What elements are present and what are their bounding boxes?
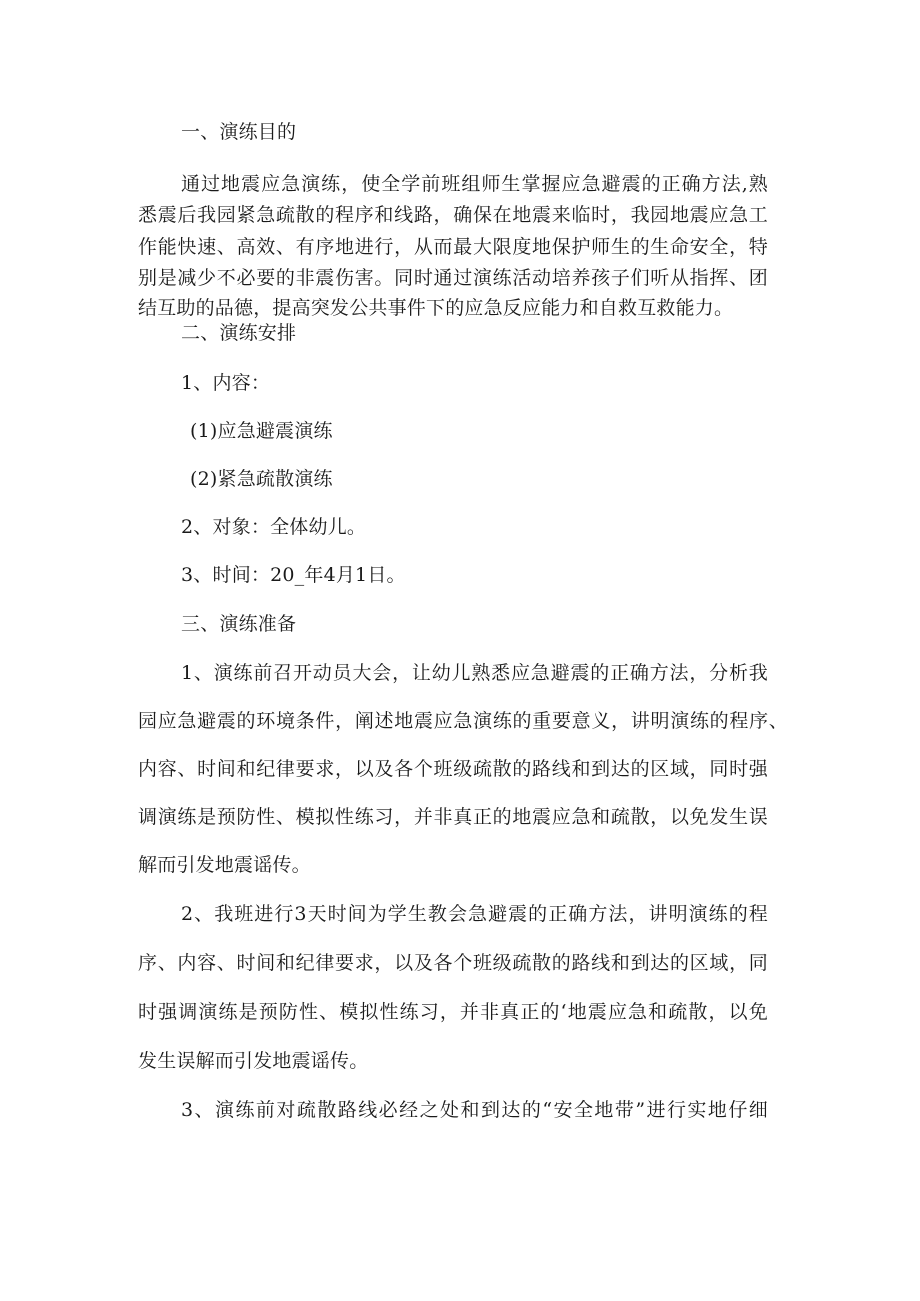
section-heading: 二、演练安排 [181, 322, 297, 344]
paragraph-line: 结互助的品德，提高突发公共事件下的应急反应能力和自救互救能力。 [138, 297, 734, 319]
paragraph-line: 序、内容、时间和纪律要求，以及各个班级疏散的路线和到达的区域，同 [138, 952, 768, 974]
paragraph-line: 悉震后我园紧急疏散的程序和线路，确保在地震来临时，我园地震应急工 [138, 204, 768, 226]
paragraph-line: 作能快速、高效、有序地进行，从而最大限度地保护师生的生命安全，特 [138, 236, 768, 258]
paragraph-line: 2、我班进行3天时间为学生教会急避震的正确方法，讲明演练的程 [181, 903, 768, 925]
paragraph-line: 别是减少不必要的非震伤害。同时通过演练活动培养孩子们听从指挥、团 [138, 267, 768, 289]
list-item: (2)紧急疏散演练 [190, 468, 333, 490]
paragraph-line: 解而引发地震谣传。 [138, 854, 311, 876]
paragraph-line: 1、演练前召开动员大会，让幼儿熟悉应急避震的正确方法，分析我 [181, 662, 768, 684]
list-item: 2、对象：全体幼儿。 [181, 516, 367, 538]
list-item: (1)应急避震演练 [190, 420, 333, 442]
list-label: 1、内容： [181, 372, 271, 394]
paragraph-line: 3、演练前对疏散路线必经之处和到达的“安全地带”进行实地仔细 [181, 1099, 768, 1121]
paragraph-line: 调演练是预防性、模拟性练习，并非真正的地震应急和疏散，以免发生误 [138, 806, 768, 828]
paragraph-line: 时强调演练是预防性、模拟性练习，并非真正的‘地震应急和疏散，以免 [138, 1001, 768, 1023]
paragraph-line: 通过地震应急演练，使全学前班组师生掌握应急避震的正确方法,熟 [181, 173, 768, 195]
paragraph-line: 内容、时间和纪律要求，以及各个班级疏散的路线和到达的区域，同时强 [138, 758, 768, 780]
section-heading: 一、演练目的 [181, 121, 297, 143]
paragraph-line: 发生误解而引发地震谣传。 [138, 1050, 369, 1072]
paragraph-line: 园应急避震的环境条件，阐述地震应急演练的重要意义，讲明演练的程序、 [138, 710, 788, 732]
section-heading: 三、演练准备 [181, 613, 297, 635]
list-item: 3、时间：20_年4月1日。 [181, 564, 406, 586]
